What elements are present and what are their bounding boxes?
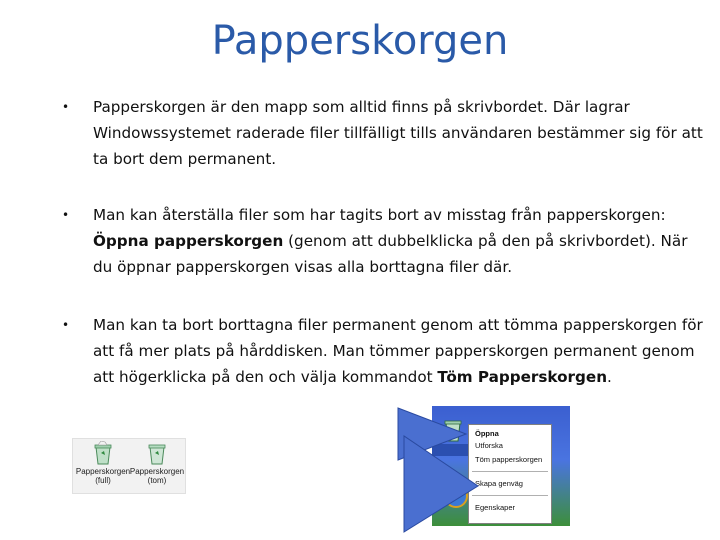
bullet-marker: • bbox=[62, 100, 70, 114]
bullet-text bbox=[93, 202, 703, 280]
bullet-text-part: (genom att dubbelklicka på den på skrivbordet). När du öppnar papperskorgen visas alla borttagna filer där. bbox=[93, 232, 688, 276]
bullet-text bbox=[93, 312, 703, 390]
bullet-text-part: Man kan återställa filer som har tagits bort av misstag från papperskorgen: bbox=[93, 206, 666, 224]
slide-title: Papperskorgen bbox=[211, 18, 509, 64]
recycle-bin-empty bbox=[129, 441, 185, 485]
pointer-arrows-icon bbox=[396, 402, 480, 536]
bullet-marker: • bbox=[62, 318, 70, 332]
menu-item-open[interactable]: Öppna bbox=[475, 429, 499, 438]
recycle-bin-full-sublabel: (full) bbox=[95, 476, 111, 485]
recycle-bin-icons-image bbox=[72, 438, 186, 494]
bullet-bold-text: Töm Papperskorgen bbox=[437, 368, 608, 386]
recycle-bin-full-label: Papperskorgen bbox=[75, 467, 131, 476]
bullet-bold-text: Öppna papperskorgen bbox=[93, 232, 284, 250]
context-menu bbox=[468, 424, 552, 524]
recycle-bin-empty-label: Papperskorgen bbox=[129, 467, 185, 476]
menu-separator bbox=[472, 471, 548, 472]
menu-item-properties[interactable]: Egenskaper bbox=[475, 503, 516, 512]
recycle-bin-full-icon bbox=[92, 441, 114, 465]
menu-item-explore[interactable]: Utforska bbox=[475, 441, 503, 450]
bullet-text-part: Man kan ta bort borttagna filer permanent genom att tömma papperskorgen för att få mer plats på hårddisken. Man tömmer papperskorgen permanent genom att högerklicka på den och välja kommandot bbox=[93, 316, 703, 386]
menu-item-empty-recycle-bin[interactable]: Töm papperskorgen bbox=[475, 455, 543, 464]
lower-arrow-shape bbox=[404, 436, 478, 532]
bullet-marker: • bbox=[62, 208, 70, 222]
menu-item-create-shortcut[interactable]: Skapa genväg bbox=[475, 479, 523, 488]
recycle-bin-empty-icon bbox=[146, 441, 168, 465]
bullet-text-part: . bbox=[607, 368, 612, 386]
bullet-text: Papperskorgen är den mapp som alltid finns på skrivbordet. Där lagrar Windowssystemet raderade filer tillfälligt tills användaren bestämmer sig för att ta bort dem permanent. bbox=[93, 98, 703, 168]
recycle-bin-empty-sublabel: (tom) bbox=[147, 476, 167, 485]
recycle-bin-full bbox=[75, 441, 131, 485]
menu-separator bbox=[472, 495, 548, 496]
